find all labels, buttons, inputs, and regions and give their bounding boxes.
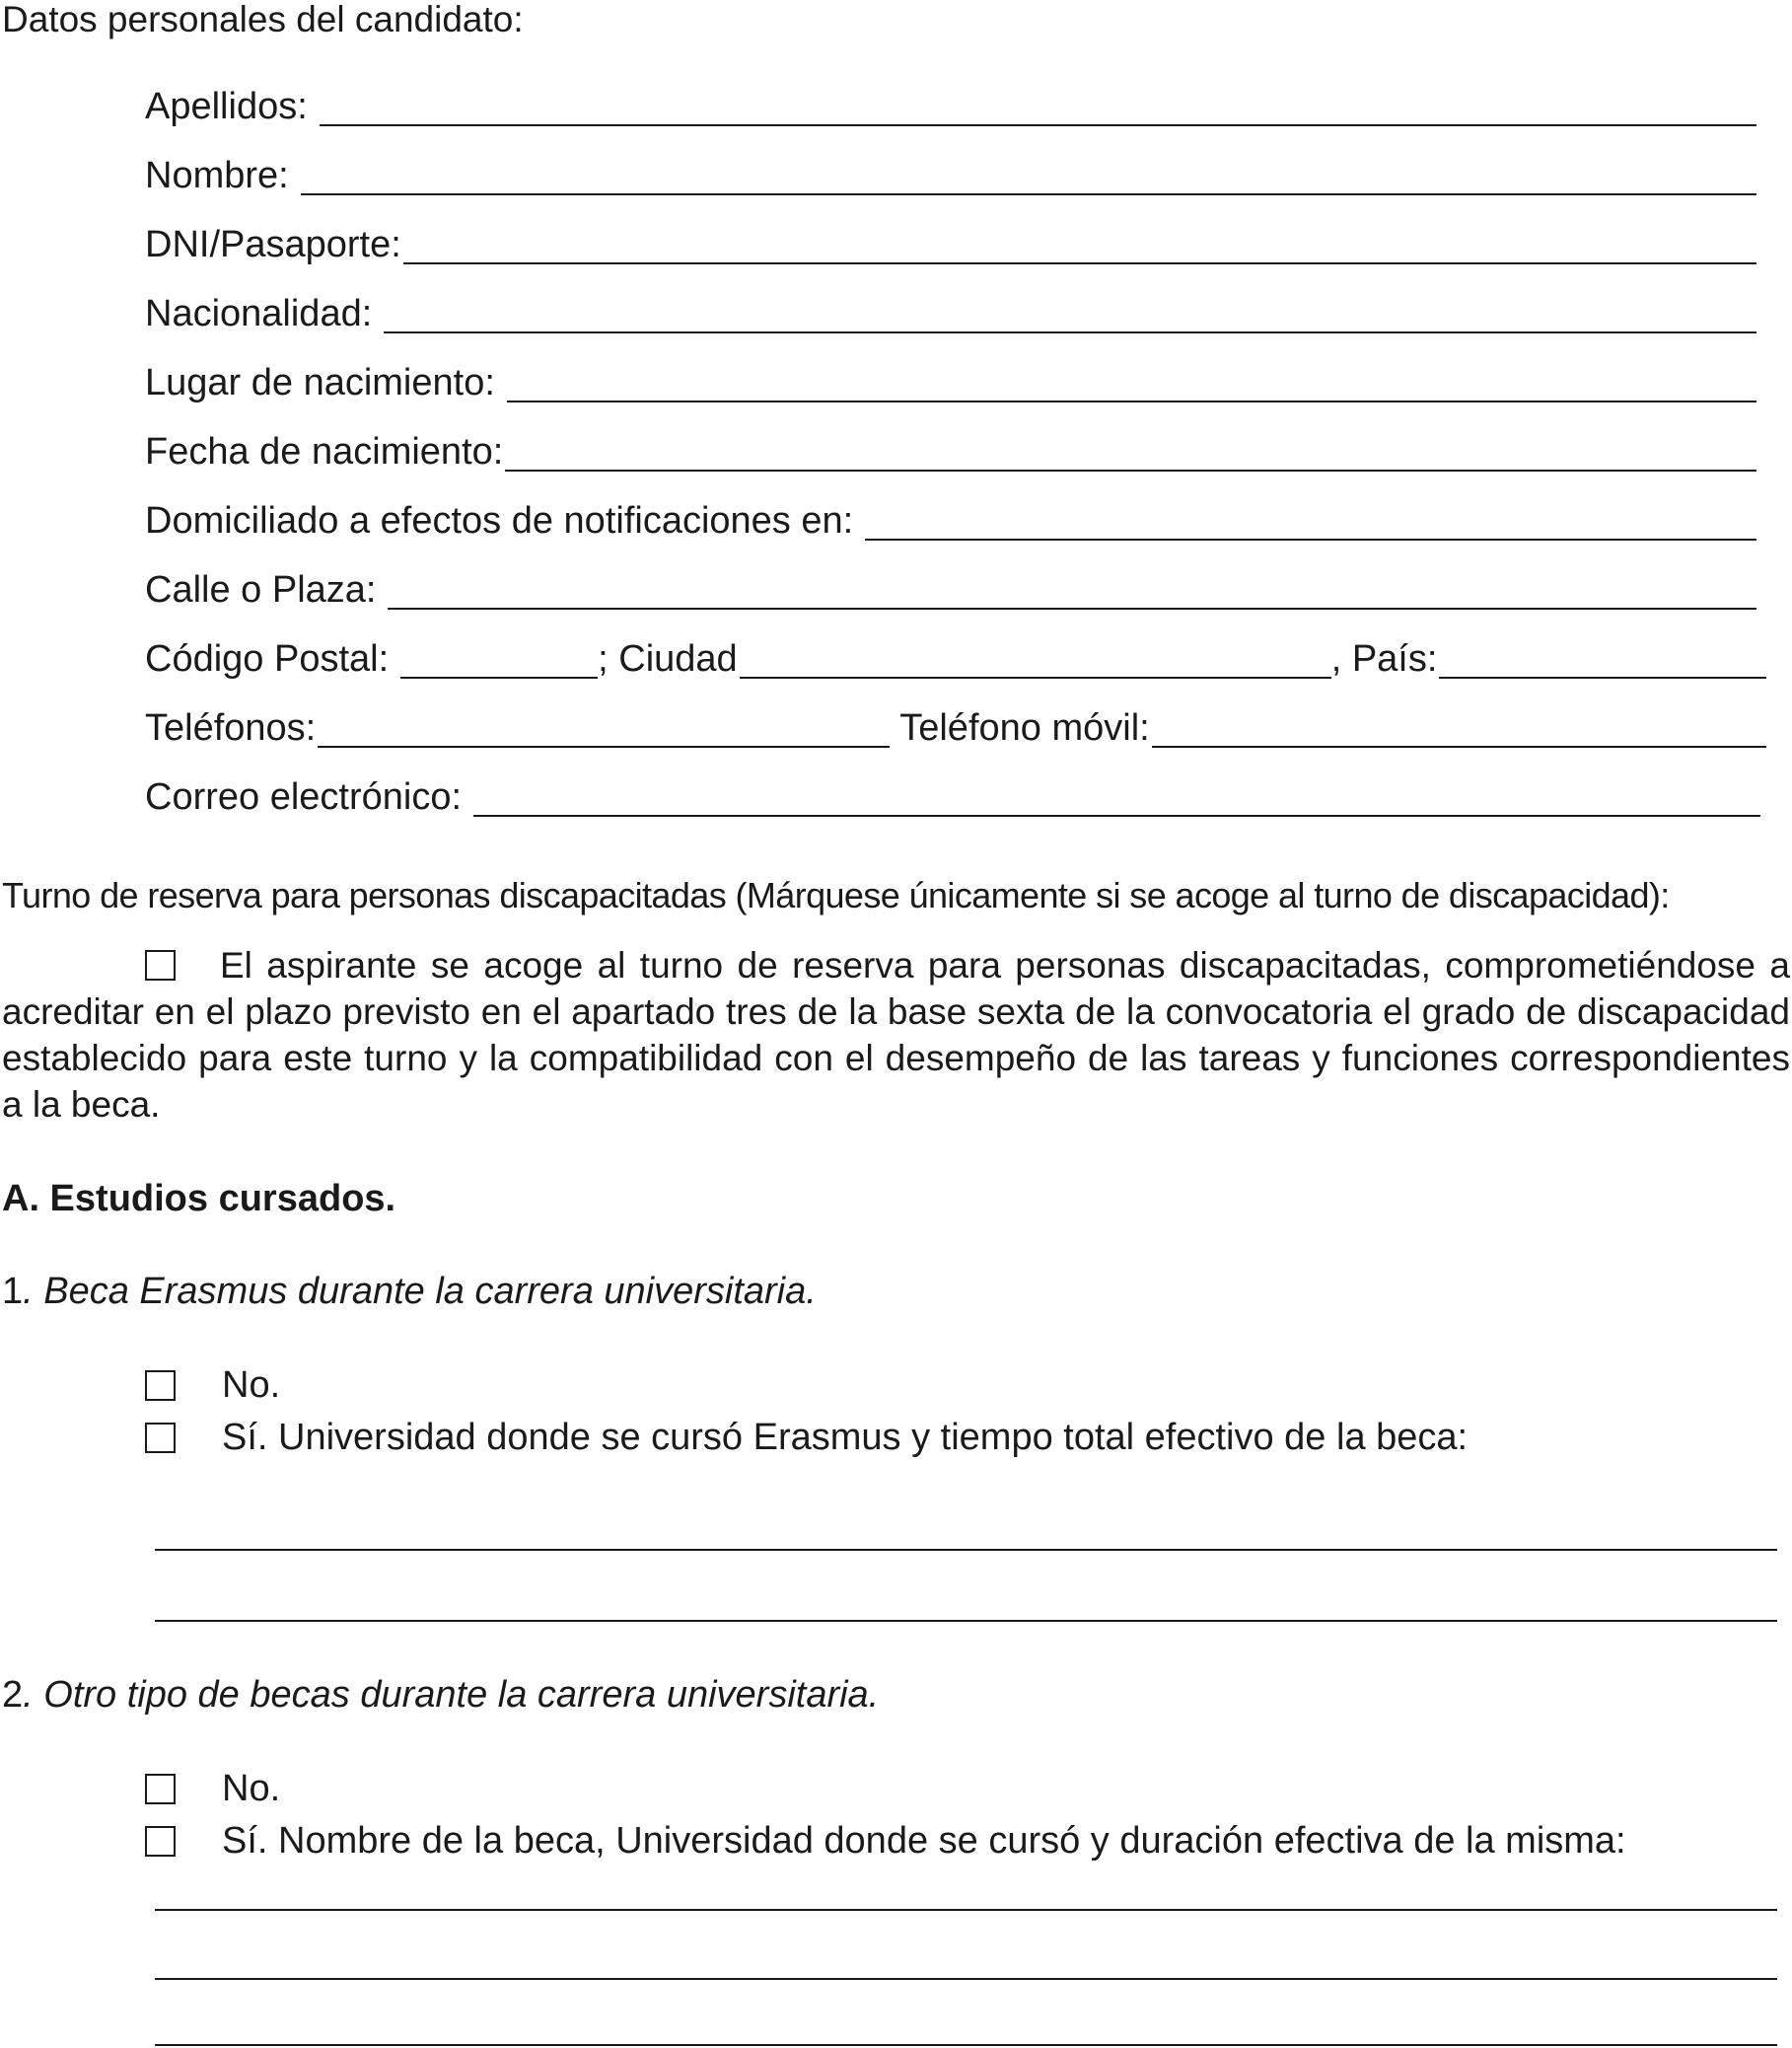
telefonos-label: Teléfonos:: [145, 707, 317, 749]
lugar-nacimiento-label: Lugar de nacimiento:: [145, 362, 495, 403]
lugar-nacimiento-field[interactable]: [507, 401, 1756, 402]
dni-label: DNI/Pasaporte:: [145, 224, 401, 265]
reserva-paragraph: [2, 942, 1790, 1128]
apellidos-field[interactable]: [320, 124, 1756, 126]
otras-becas-answer-line-1[interactable]: [155, 1909, 1777, 1911]
erasmus-no-label: No.: [222, 1364, 281, 1406]
calle-label: Calle o Plaza:: [145, 569, 377, 611]
nacionalidad-field[interactable]: [384, 331, 1756, 333]
calle-row: [145, 566, 1756, 616]
domicilio-label: Domiciliado a efectos de notificaciones en:: [145, 500, 854, 542]
telefonos-field[interactable]: [318, 746, 890, 748]
otras-becas-answer-line-2[interactable]: [155, 1978, 1777, 1980]
codigo-postal-label: Código Postal:: [145, 638, 390, 680]
nombre-field[interactable]: [301, 193, 1756, 195]
erasmus-answer-line-1[interactable]: [155, 1549, 1777, 1551]
erasmus-si-label: Sí. Universidad donde se cursó Erasmus y tiempo total efectivo de la beca:: [222, 1417, 1469, 1458]
otras-becas-title: . Otro tipo de becas durante la carrera universitaria.: [23, 1674, 880, 1716]
apellidos-label: Apellidos:: [145, 86, 308, 127]
phones-row: [145, 704, 1766, 754]
erasmus-title: . Beca Erasmus durante la carrera universitaria.: [23, 1271, 817, 1312]
ciudad-label: ; Ciudad: [598, 638, 738, 680]
otras-becas-no-label: No.: [222, 1768, 281, 1809]
personal-data-heading: Datos personales del candidato:: [2, 0, 524, 39]
correo-field[interactable]: [473, 815, 1760, 817]
telefono-movil-label: Teléfono móvil:: [899, 707, 1150, 749]
erasmus-si-checkbox[interactable]: [145, 1423, 176, 1453]
address-row: [145, 635, 1766, 685]
lugar-nacimiento-row: [145, 359, 1756, 408]
erasmus-question: [2, 1270, 817, 1313]
nacionalidad-row: [145, 290, 1756, 339]
otras-becas-si-option[interactable]: [145, 1817, 1772, 1865]
fecha-nacimiento-label: Fecha de nacimiento:: [145, 431, 504, 473]
apellidos-row: [145, 83, 1756, 132]
erasmus-number: 1: [2, 1271, 24, 1312]
reserva-text: El aspirante se acoge al turno de reserva para personas discapacitadas, comprometiéndose a acreditar en el plazo previsto en el apartado tres de la base sexta de la convocatoria el grado de discapacidad establecido para este turno y la compatibilidad con el desempeño de las tareas y funciones correspondientes a la beca.: [2, 945, 1790, 1125]
nombre-row: [145, 152, 1756, 201]
calle-field[interactable]: [388, 608, 1756, 610]
otras-becas-question: [2, 1673, 879, 1717]
codigo-postal-field[interactable]: [400, 677, 598, 679]
otras-becas-number: 2: [2, 1674, 24, 1716]
correo-row: [145, 773, 1760, 823]
correo-label: Correo electrónico:: [145, 776, 463, 818]
nacionalidad-label: Nacionalidad:: [145, 293, 373, 334]
dni-field[interactable]: [403, 262, 1756, 264]
otras-becas-no-option[interactable]: [145, 1765, 1772, 1812]
erasmus-no-option[interactable]: [145, 1361, 1772, 1409]
nombre-label: Nombre:: [145, 155, 289, 196]
otras-becas-si-checkbox[interactable]: [145, 1826, 176, 1857]
otras-becas-no-checkbox[interactable]: [145, 1774, 176, 1804]
otras-becas-si-label: Sí. Nombre de la beca, Universidad donde se cursó y duración efectiva de la misma:: [222, 1820, 1626, 1862]
dni-row: [145, 221, 1756, 270]
erasmus-answer-line-2[interactable]: [155, 1620, 1777, 1622]
fecha-nacimiento-row: [145, 428, 1756, 477]
otras-becas-answer-line-3[interactable]: [155, 2044, 1777, 2046]
reserva-heading: Turno de reserva para personas discapacitadas (Márquese únicamente si se acoge al turno de discapacidad):: [2, 875, 1670, 915]
fecha-nacimiento-field[interactable]: [505, 470, 1756, 472]
telefono-movil-field[interactable]: [1152, 746, 1766, 748]
reserva-checkbox[interactable]: [145, 950, 176, 981]
domicilio-row: [145, 497, 1756, 547]
estudios-heading: A. Estudios cursados.: [2, 1178, 396, 1219]
erasmus-no-checkbox[interactable]: [145, 1370, 176, 1401]
ciudad-field[interactable]: [740, 677, 1331, 679]
pais-label: , País:: [1330, 638, 1438, 680]
domicilio-field[interactable]: [865, 539, 1756, 541]
pais-field[interactable]: [1439, 677, 1766, 679]
erasmus-si-option[interactable]: [145, 1414, 1772, 1461]
